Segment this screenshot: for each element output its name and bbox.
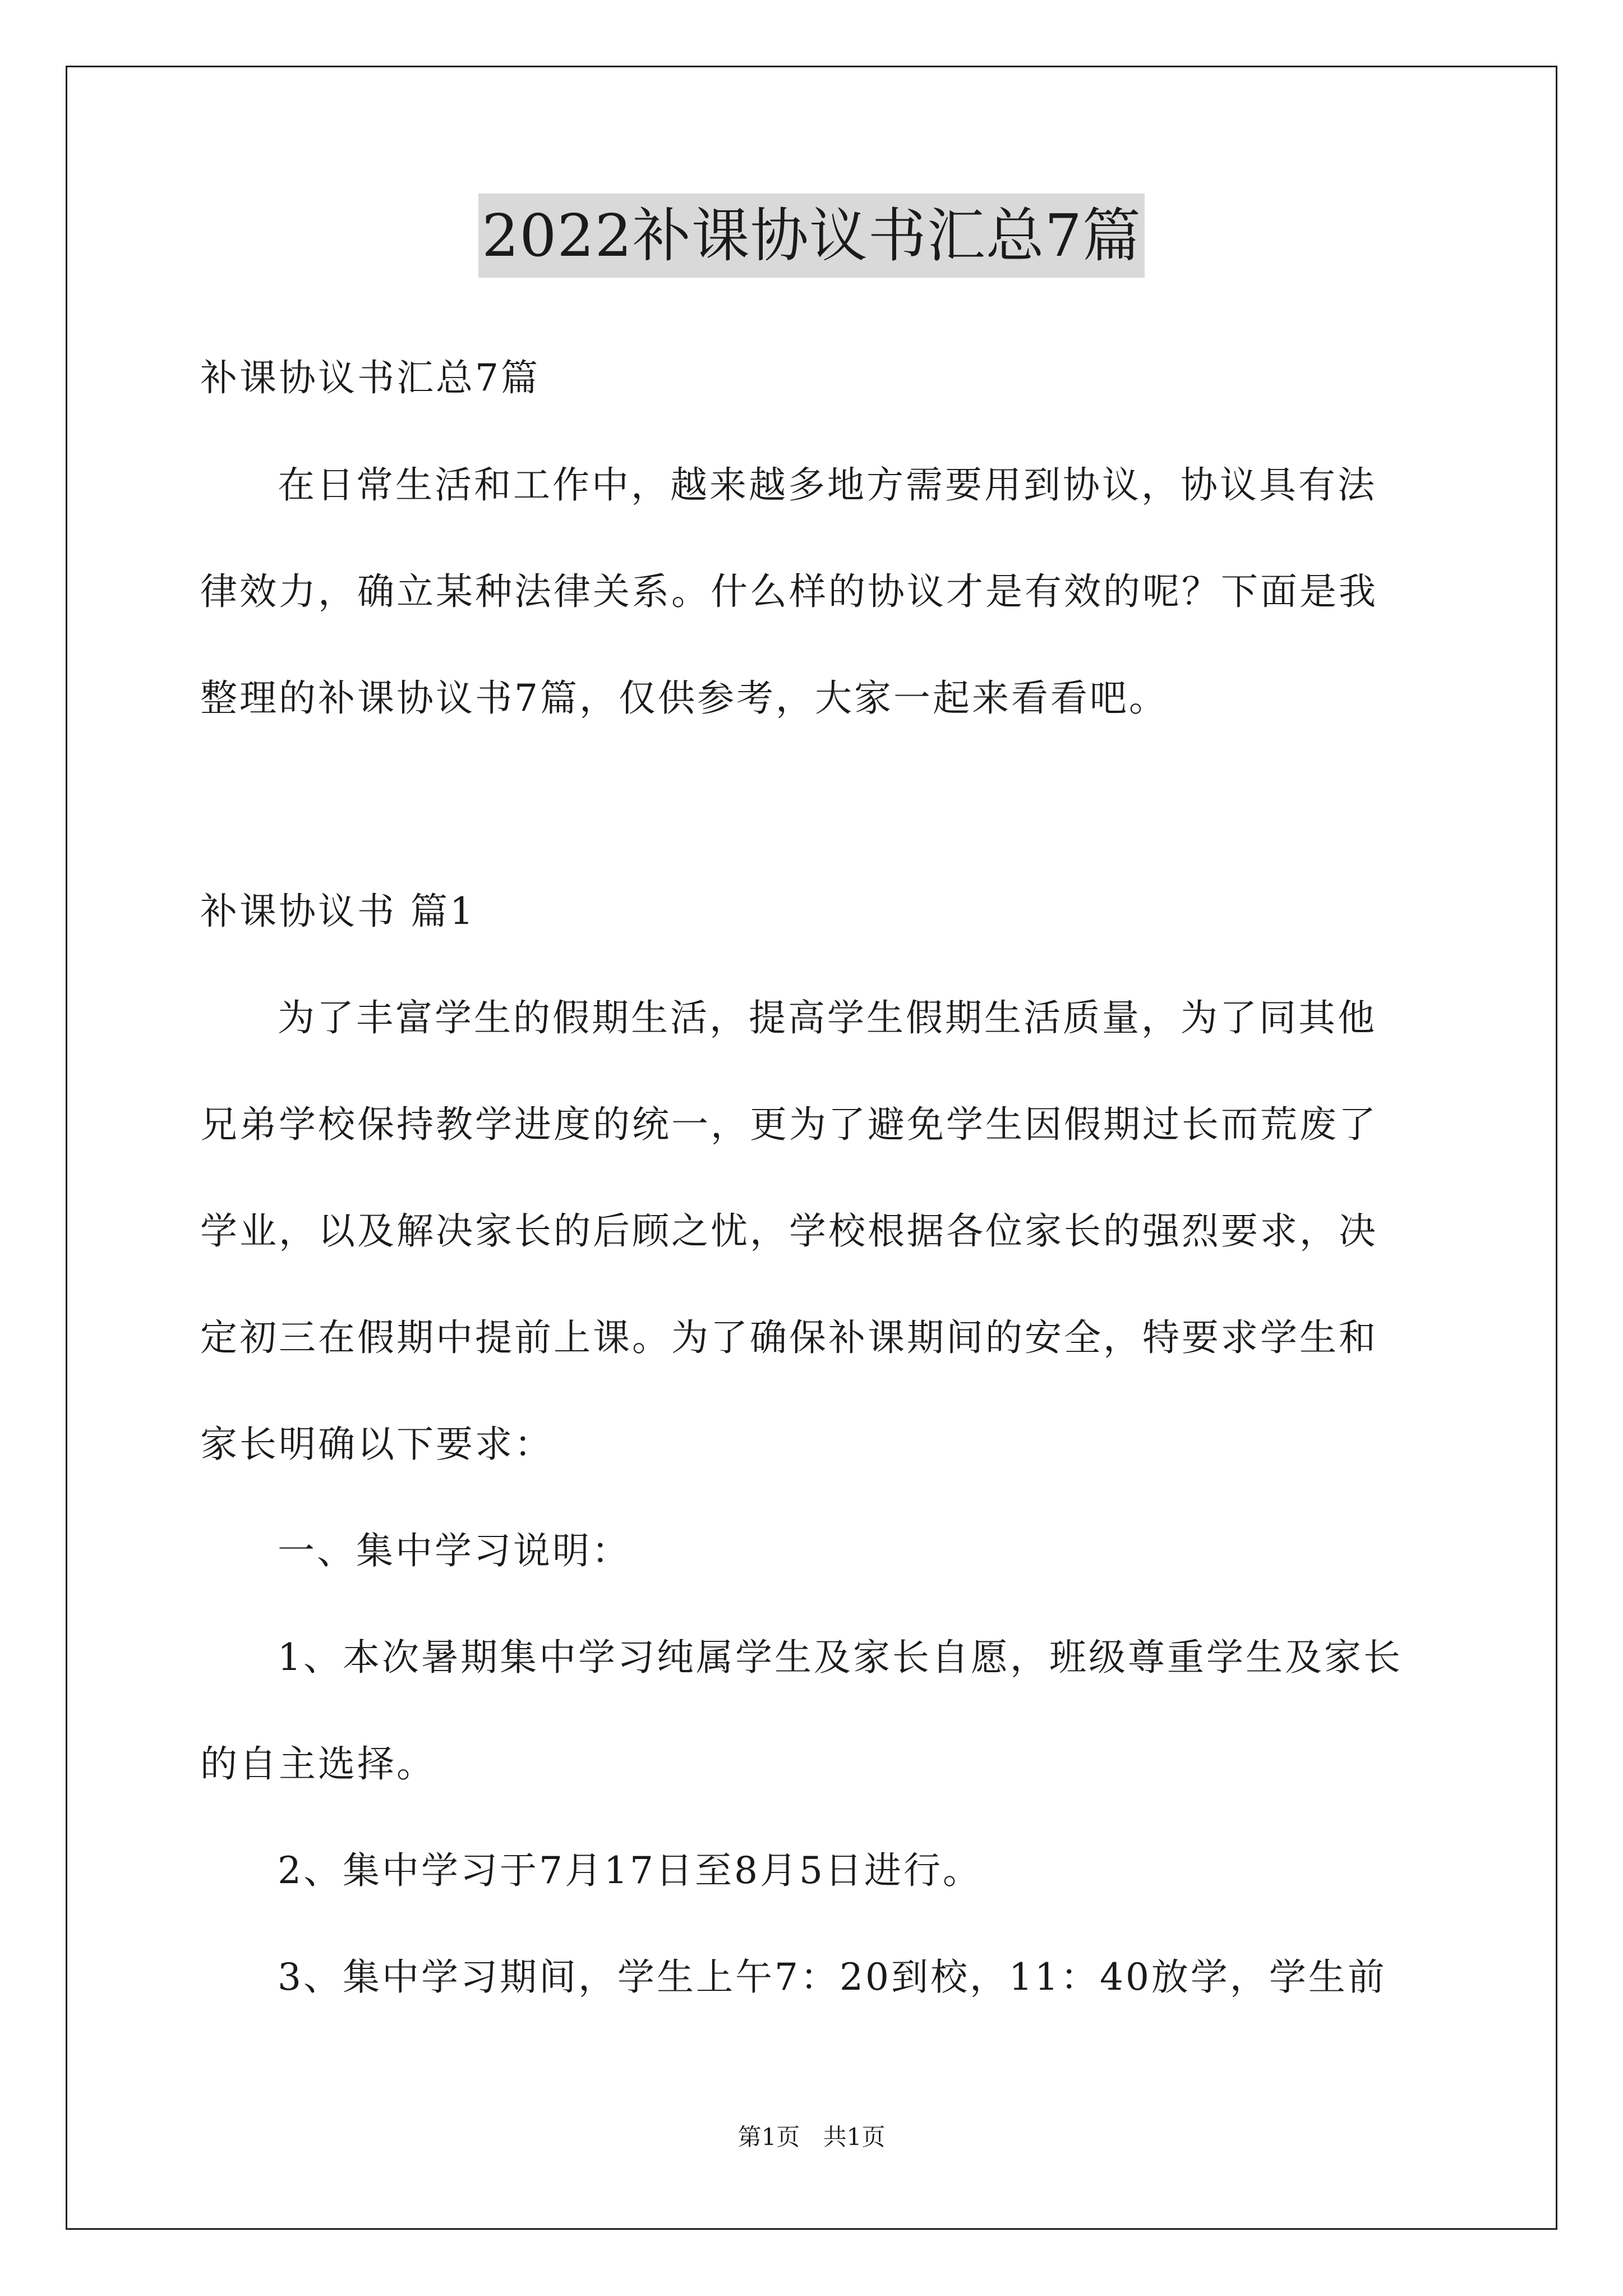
section-body-line: 学业，以及解决家长的后顾之忧，学校根据各位家长的强烈要求，决 [200, 1209, 1378, 1253]
intro-line: 在日常生活和工作中，越来越多地方需要用到协议，协议具有法 [278, 463, 1377, 507]
section-body-line: 为了丰富学生的假期生活，提高学生假期生活质量，为了同其他 [278, 996, 1377, 1039]
intro-line: 律效力，确立某种法律关系。什么样的协议才是有效的呢？下面是我 [200, 570, 1378, 613]
list-item: 的自主选择。 [200, 1742, 436, 1786]
section-body-line: 定初三在假期中提前上课。为了确保补课期间的安全，特要求学生和 [200, 1316, 1378, 1359]
document-title: 2022补课协议书汇总7篇 [478, 194, 1145, 278]
list-item: 3、集中学习期间，学生上午7：20到校，11：40放学，学生前 [278, 1955, 1387, 1999]
list-item: 1、本次暑期集中学习纯属学生及家长自愿，班级尊重学生及家长 [278, 1636, 1403, 1679]
total-pages: 共1页 [823, 2123, 886, 2151]
intro-line: 整理的补课协议书7篇，仅供参考，大家一起来看看吧。 [200, 677, 1168, 720]
list-item: 2、集中学习于7月17日至8月5日进行。 [278, 1849, 982, 1892]
sub-heading: 一、集中学习说明： [278, 1529, 631, 1572]
section-heading: 补课协议书 篇1 [200, 890, 476, 933]
section-body-line: 兄弟学校保持教学进度的统一，更为了避免学生因假期过长而荒废了 [200, 1103, 1378, 1146]
page-number: 第1页 [737, 2123, 800, 2151]
section-body-line: 家长明确以下要求： [200, 1423, 554, 1466]
page-footer [0, 2120, 1623, 2154]
title-wrap [0, 194, 1623, 278]
document-subtitle: 补课协议书汇总7篇 [200, 356, 540, 399]
